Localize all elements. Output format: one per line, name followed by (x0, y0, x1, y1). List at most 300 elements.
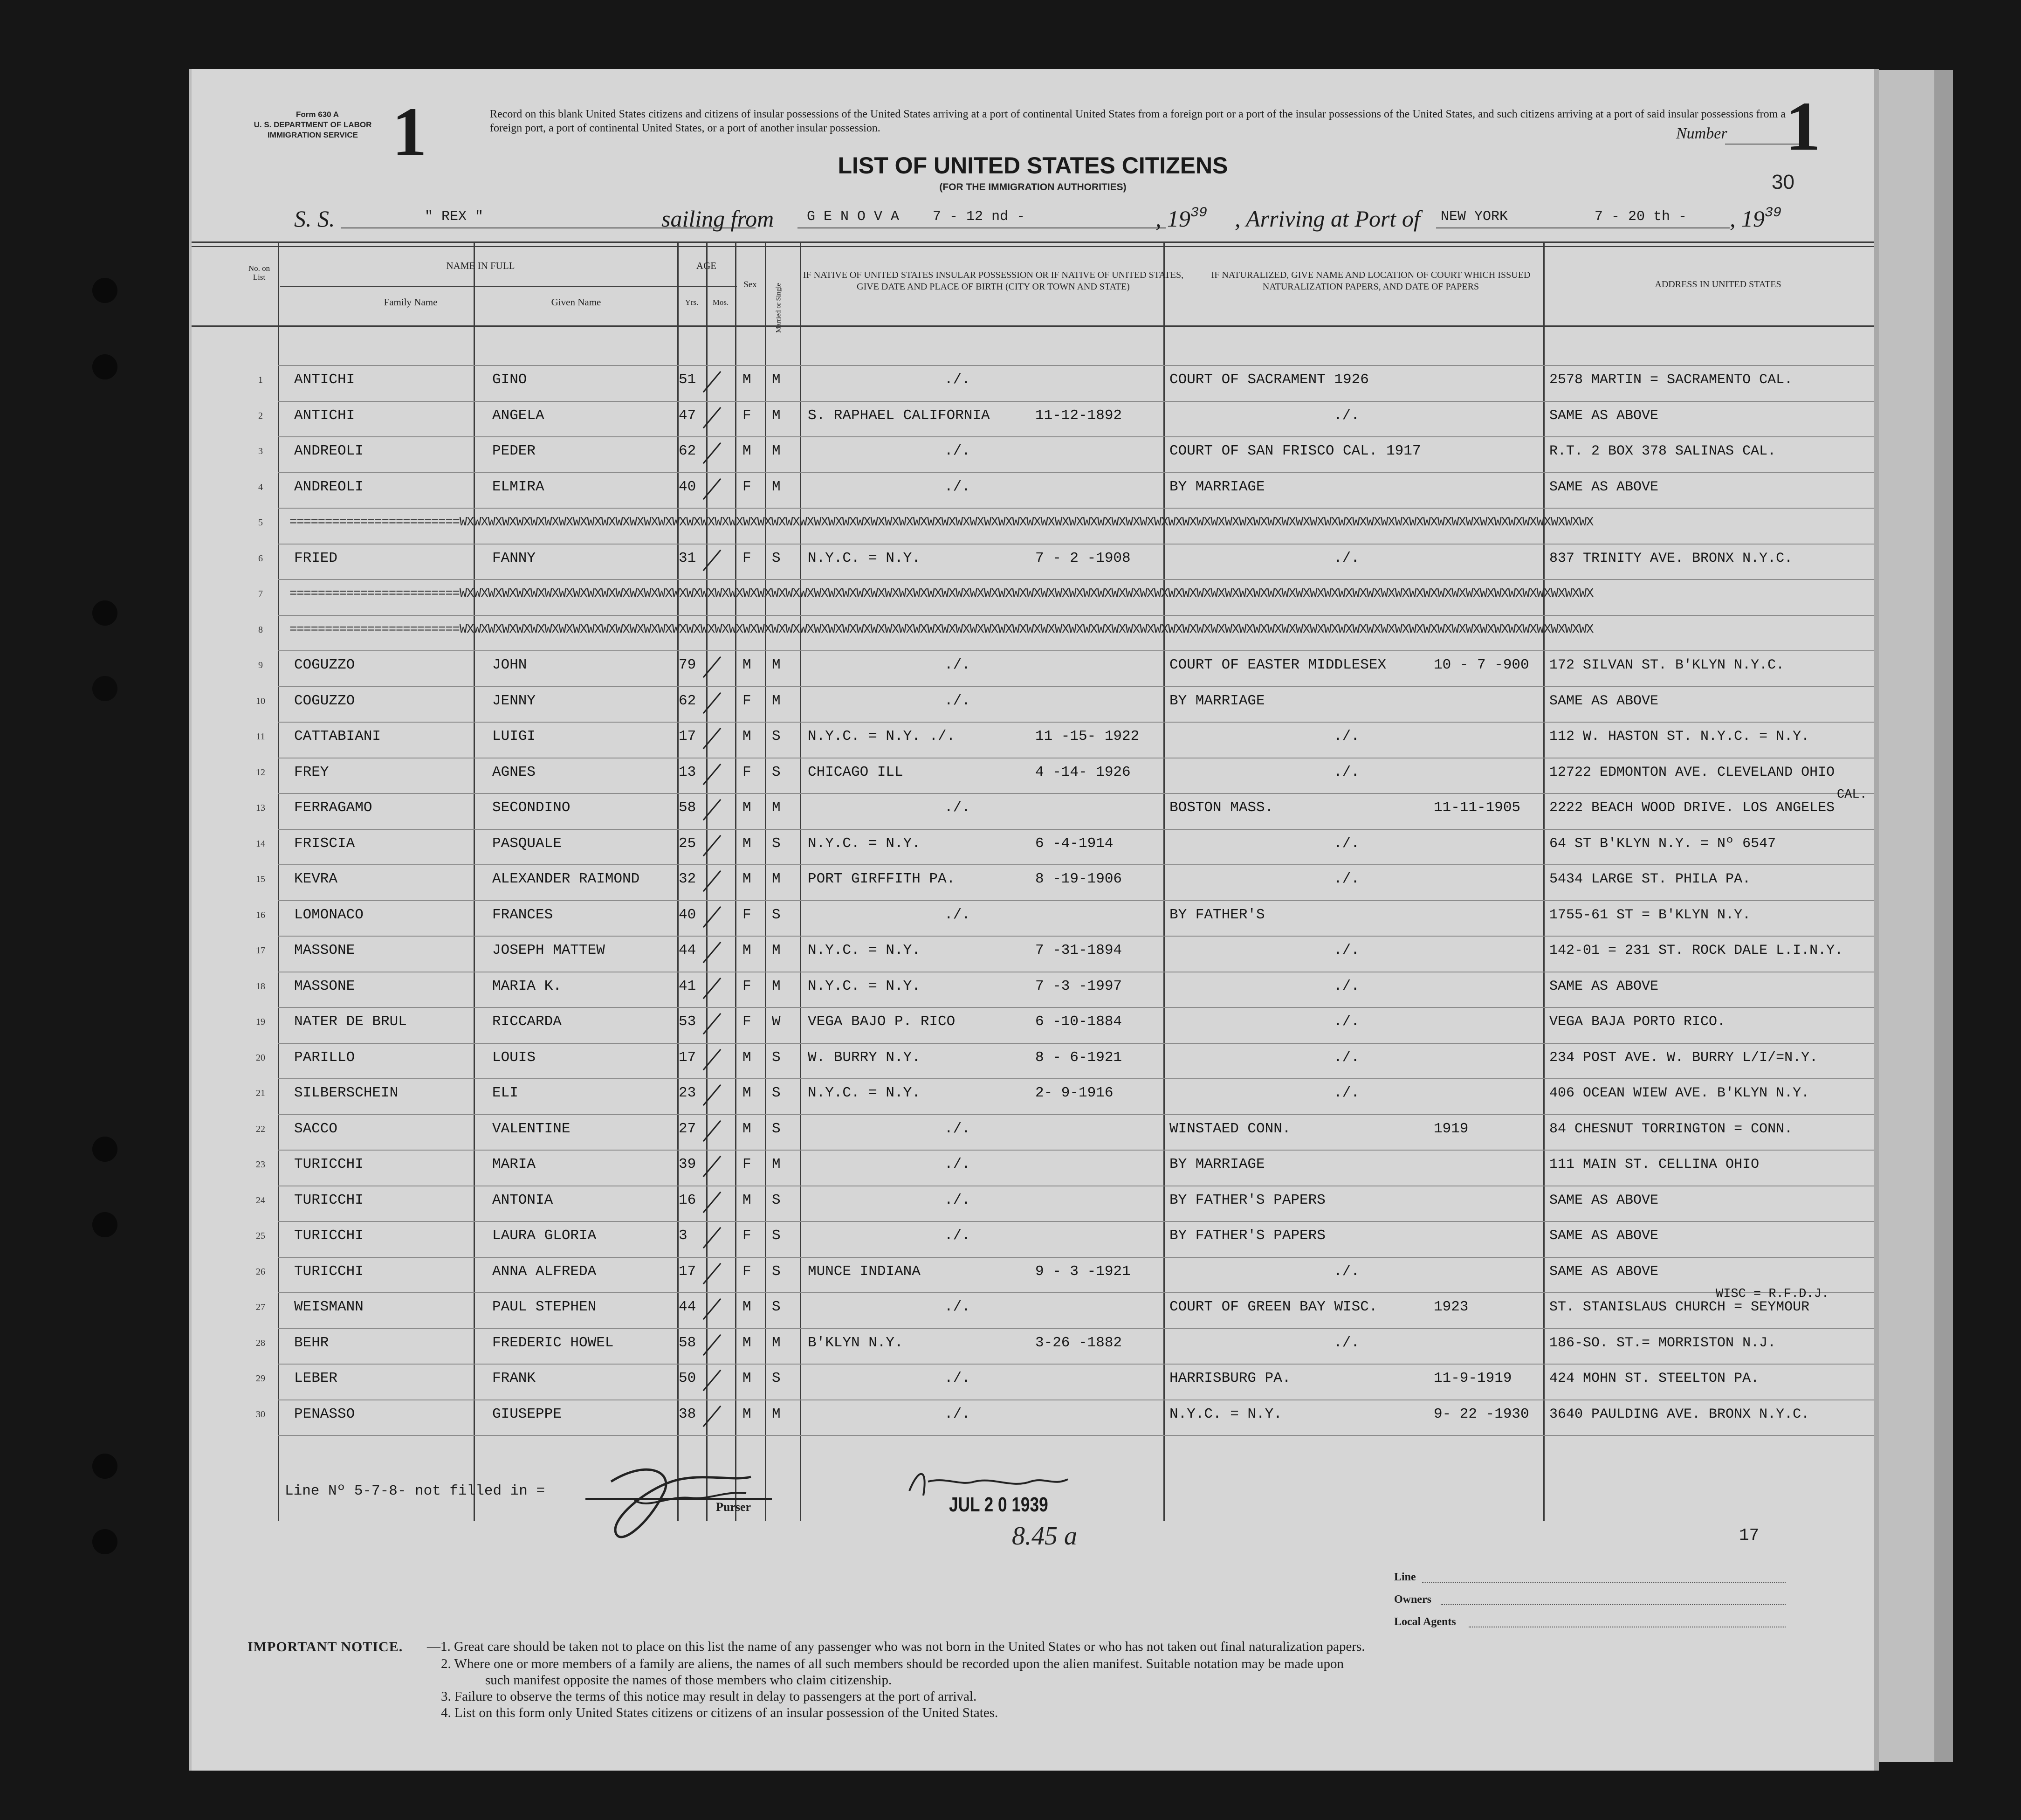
us-address: 112 W. HASTON ST. N.Y.C. = N.Y. (1549, 729, 1810, 745)
birth-place: W. BURRY N.Y. (808, 1049, 921, 1066)
sex: M (742, 800, 751, 816)
us-address: SAME AS ABOVE (1549, 693, 1659, 709)
given-name: PEDER (492, 443, 536, 459)
table-top-rule-2 (192, 246, 1874, 247)
age-months-slash (703, 1156, 722, 1177)
age-years: 51 (679, 372, 696, 388)
family-name: SILBERSCHEIN (294, 1085, 399, 1101)
column-rule (765, 241, 766, 1521)
us-address: ST. STANISLAUS CHURCH = SEYMOUR (1549, 1299, 1810, 1315)
marital-status: S (772, 1120, 781, 1137)
sex: F (742, 1263, 751, 1280)
naturalization-court: BY MARRIAGE (1169, 1156, 1265, 1172)
sheet-number: 1 (392, 93, 427, 171)
given-name: JOSEPH MATTEW (492, 942, 605, 958)
row-number: 29 (256, 1373, 265, 1384)
row-rule (278, 1292, 1874, 1293)
sex: M (742, 443, 751, 459)
family-name: TURICCHI (294, 1227, 364, 1244)
given-name: PASQUALE (492, 835, 562, 852)
birth-place: ./. (944, 478, 970, 495)
number-label: Number (1676, 125, 1727, 142)
passenger-count: 17 (1739, 1526, 1760, 1545)
age-months-slash (703, 834, 722, 856)
marital-status: S (772, 764, 781, 780)
age-months-slash (703, 1120, 722, 1141)
marital-status: S (772, 1049, 781, 1066)
sex: M (742, 1192, 751, 1208)
row-number: 26 (256, 1266, 265, 1277)
sex: F (742, 906, 751, 923)
row-rule (278, 936, 1874, 937)
row-rule (278, 650, 1874, 651)
birth-date: 7 - 2 -1908 (1035, 550, 1131, 566)
us-address: 186-SO. ST.= MORRISTON N.J. (1549, 1335, 1776, 1351)
family-name: FERRAGAMO (294, 800, 372, 816)
sex: F (742, 407, 751, 424)
naturalization-date: 9- 22 -1930 (1434, 1406, 1529, 1422)
age-months-slash (703, 870, 722, 892)
age-months-slash (703, 1048, 722, 1070)
cancelled-line-filler: ========================WXWXWXWXWXWXWXWXWXWXWXWXWXWXWXWXWXWXWXWXWXWXWXWXWXWXWXWXWXWXWXWXWXWXWXWXWXWXWXWXWXWXWXWXWXWXWXWXWXWXWXWXWXWXWXWXWXWXWXWXWXWXWXWXWXWXWXWXWXWXWXWXWXWXWXWXWXWXWXWX (289, 622, 1594, 637)
birth-date: 11 -15- 1922 (1035, 728, 1140, 745)
col-years: Yrs. (685, 298, 699, 307)
notice-3: 3. Failure to observe the terms of this notice may result in delay to passengers at the port of arrival. (441, 1689, 977, 1704)
sex: M (742, 1406, 751, 1422)
row-number: 27 (256, 1302, 265, 1312)
owners-label: Owners (1394, 1593, 1431, 1606)
family-name: BEHR (294, 1334, 329, 1351)
family-name: COGUZZO (294, 657, 355, 673)
age-years: 79 (679, 657, 696, 673)
family-name: PARILLO (294, 1049, 355, 1066)
col-birth: IF NATIVE OF UNITED STATES INSULAR POSSESSION OR IF NATIVE OF UNITED STATES, GIVE DATE AND PLACE OF BIRTH (CITY OR TOWN AND STATE) (803, 270, 1184, 292)
given-name: LUIGI (492, 728, 536, 745)
us-address: 234 POST AVE. W. BURRY L/I/=N.Y. (1549, 1049, 1818, 1066)
address-note: WISC = R.F.D.J. (1716, 1287, 1829, 1301)
service-label: IMMIGRATION SERVICE (268, 131, 358, 139)
given-name: PAUL STEPHEN (492, 1299, 597, 1315)
given-name: FREDERIC HOWEL (492, 1334, 614, 1351)
binder-hole (92, 1454, 117, 1479)
family-name: MASSONE (294, 942, 355, 958)
sailing-label: sailing from (661, 206, 774, 232)
us-address: VEGA BAJA PORTO RICO. (1549, 1014, 1726, 1030)
form-number: Form 630 A (296, 110, 339, 119)
birth-place: ./. (944, 1227, 970, 1244)
given-name: ANGELA (492, 407, 544, 424)
birth-place: ./. (944, 1120, 970, 1137)
birth-place: N.Y.C. = N.Y. ./. (808, 728, 956, 745)
sex: M (742, 871, 751, 887)
age-months-slash (703, 977, 722, 999)
naturalization-date: 1923 (1434, 1299, 1469, 1315)
age-months-slash (703, 692, 722, 713)
age-years: 53 (679, 1013, 696, 1030)
naturalization-court: COURT OF EASTER MIDDLESEX (1169, 657, 1387, 673)
sex: F (742, 478, 751, 495)
age-years: 17 (679, 728, 696, 745)
row-number: 19 (256, 1017, 265, 1027)
family-name: TURICCHI (294, 1156, 364, 1172)
age-years: 58 (679, 1334, 696, 1351)
birth-date: 9 - 3 -1921 (1035, 1263, 1131, 1280)
birth-date: 2- 9-1916 (1035, 1085, 1114, 1101)
age-months-slash (703, 1084, 722, 1106)
marital-status: S (772, 1263, 781, 1280)
row-rule (278, 508, 1874, 509)
notice-4: 4. List on this form only United States citizens or citizens of an insular possession of the United States. (441, 1705, 998, 1720)
row-number: 13 (256, 803, 265, 813)
naturalization-court: ./. (1334, 1013, 1360, 1030)
family-name: PENASSO (294, 1406, 355, 1422)
family-name: ANDREOLI (294, 478, 364, 495)
naturalization-court: ./. (1334, 1263, 1360, 1280)
sex: F (742, 764, 751, 780)
birth-place: N.Y.C. = N.Y. (808, 835, 921, 852)
row-number: 15 (256, 874, 265, 884)
row-rule (278, 793, 1874, 794)
marital-status: S (772, 1192, 781, 1208)
row-number: 8 (258, 624, 263, 635)
us-address: 1755-61 ST = B'KLYN N.Y. (1549, 907, 1751, 923)
sex: M (742, 657, 751, 673)
marital-status: M (772, 978, 781, 994)
row-rule (278, 1435, 1874, 1436)
naturalization-court: BY MARRIAGE (1169, 692, 1265, 709)
us-address: R.T. 2 BOX 378 SALINAS CAL. (1549, 443, 1776, 459)
arrival-date: 7 - 20 th - (1595, 209, 1687, 225)
age-months-slash (703, 1334, 722, 1355)
given-name: FRANCES (492, 906, 553, 923)
row-rule (278, 1114, 1874, 1115)
birth-place: PORT GIRFFITH PA. (808, 871, 956, 887)
col-age: AGE (696, 260, 717, 271)
sex: F (742, 1013, 751, 1030)
row-rule (278, 544, 1874, 545)
given-name: JENNY (492, 692, 536, 709)
age-years: 50 (679, 1370, 696, 1386)
marital-status: M (772, 1156, 781, 1172)
naturalization-court: ./. (1334, 550, 1360, 566)
birth-place: ./. (944, 443, 970, 459)
age-years: 58 (679, 800, 696, 816)
row-rule (278, 1150, 1874, 1151)
row-number: 12 (256, 767, 265, 778)
age-months-slash (703, 407, 722, 428)
given-name: ELI (492, 1085, 518, 1101)
given-name: MARIA K. (492, 978, 562, 994)
departure-year: 39 (1190, 205, 1208, 221)
sex: M (742, 1049, 751, 1066)
us-address: 2578 MARTIN = SACRAMENTO CAL. (1549, 372, 1793, 388)
column-rule (278, 241, 279, 1521)
birth-place: B'KLYN N.Y. (808, 1334, 903, 1351)
row-number: 22 (256, 1124, 265, 1134)
arriving-label: , Arriving at Port of (1235, 206, 1420, 232)
naturalization-date: 11-11-1905 (1434, 800, 1521, 816)
us-address: SAME AS ABOVE (1549, 1263, 1659, 1280)
naturalization-court: BY MARRIAGE (1169, 478, 1265, 495)
family-name: SACCO (294, 1120, 338, 1137)
age-years: 31 (679, 550, 696, 566)
row-number: 25 (256, 1231, 265, 1241)
column-rule (735, 241, 736, 1521)
age-years: 16 (679, 1192, 696, 1208)
row-number: 17 (256, 945, 265, 956)
arrival-year-prefix: , 19 (1730, 206, 1765, 232)
column-rule (706, 241, 708, 1521)
age-years: 27 (679, 1120, 696, 1137)
sex: M (742, 942, 751, 958)
naturalization-court: WINSTAED CONN. (1169, 1120, 1291, 1137)
col-family-name: Family Name (384, 296, 438, 308)
row-number: 21 (256, 1088, 265, 1098)
given-name: GIUSEPPE (492, 1406, 562, 1422)
naturalization-court: ./. (1334, 1334, 1360, 1351)
given-name: GINO (492, 372, 527, 388)
marital-status: S (772, 906, 781, 923)
given-name: MARIA (492, 1156, 536, 1172)
given-name: FANNY (492, 550, 536, 566)
us-address: SAME AS ABOVE (1549, 1192, 1659, 1208)
birth-date: 3-26 -1882 (1035, 1334, 1122, 1351)
family-name: MASSONE (294, 978, 355, 994)
column-rule (474, 241, 475, 1521)
naturalization-court: COURT OF SACRAMENT 1926 (1169, 372, 1369, 388)
col-naturalized: IF NATURALIZED, GIVE NAME AND LOCATION OF COURT WHICH ISSUED NATURALIZATION PAPERS, AND DATE OF PAPERS (1211, 270, 1531, 292)
birth-place: ./. (944, 1156, 970, 1172)
binder-hole (92, 600, 117, 626)
col-address: ADDRESS IN UNITED STATES (1655, 279, 1781, 290)
row-rule (278, 401, 1874, 402)
sex: F (742, 978, 751, 994)
birth-place: ./. (944, 657, 970, 673)
row-number: 30 (256, 1409, 265, 1420)
document-subtitle: (FOR THE IMMIGRATION AUTHORITIES) (939, 182, 1127, 193)
departure-port: G E N O V A 7 - 12 nd - (807, 209, 1025, 225)
naturalization-court: BOSTON MASS. (1169, 800, 1274, 816)
us-address: 406 OCEAN WIEW AVE. B'KLYN N.Y. (1549, 1085, 1810, 1101)
marital-status: M (772, 800, 781, 816)
age-years: 32 (679, 871, 696, 887)
given-name: JOHN (492, 657, 527, 673)
row-number: 1 (258, 375, 263, 385)
marital-status: M (772, 942, 781, 958)
sex: M (742, 728, 751, 745)
age-months-slash (703, 799, 722, 820)
row-rule (278, 1078, 1874, 1079)
col-months: Mos. (712, 298, 729, 307)
cancelled-line-filler: ========================WXWXWXWXWXWXWXWXWXWXWXWXWXWXWXWXWXWXWXWXWXWXWXWXWXWXWXWXWXWXWXWXWXWXWXWXWXWXWXWXWXWXWXWXWXWXWXWXWXWXWXWXWXWXWXWXWXWXWXWXWXWXWXWXWXWXWXWXWXWXWXWXWXWXWXWXWXWXWXWX (289, 516, 1594, 530)
naturalization-court: ./. (1334, 764, 1360, 780)
row-number: 6 (258, 553, 263, 564)
age-years: 23 (679, 1085, 696, 1101)
us-address: 64 ST B'KLYN N.Y. = Nº 6547 (1549, 835, 1776, 852)
number-value: 1 (1786, 88, 1821, 165)
age-years: 13 (679, 764, 696, 780)
given-name: FRANK (492, 1370, 536, 1386)
naturalization-court: ./. (1334, 407, 1360, 424)
birth-date: 7 -31-1894 (1035, 942, 1122, 958)
row-number: 10 (256, 696, 265, 706)
row-number: 23 (256, 1159, 265, 1170)
birth-place: CHICAGO ILL (808, 764, 903, 780)
row-number: 14 (256, 838, 265, 849)
us-address: 111 MAIN ST. CELLINA OHIO (1549, 1157, 1760, 1172)
birth-place: N.Y.C. = N.Y. (808, 1085, 921, 1101)
us-address: SAME AS ABOVE (1549, 978, 1659, 994)
age-years: 40 (679, 478, 696, 495)
sex: M (742, 1085, 751, 1101)
age-years: 47 (679, 407, 696, 424)
sex: F (742, 1227, 751, 1244)
birth-date: 4 -14- 1926 (1035, 764, 1131, 780)
intro-text: Record on this blank United States citizens and citizens of insular possessions of the United States arriving at a port of continental United States from a foreign port or a port of the insular possessions of the United States, and such citizens arriving at a port of said insular possessions from a foreign port, a port of continental United States, or a port of another insular possession. (490, 108, 1786, 134)
age-years: 40 (679, 906, 696, 923)
row-rule (278, 1221, 1874, 1222)
row-rule (278, 686, 1874, 687)
family-name: WEISMANN (294, 1299, 364, 1315)
age-months-slash (703, 906, 722, 927)
naturalization-court: ./. (1334, 1049, 1360, 1066)
naturalization-court: COURT OF GREEN BAY WISC. (1169, 1299, 1378, 1315)
header-bottom-rule (192, 325, 1874, 327)
sex: F (742, 1156, 751, 1172)
age-months-slash (703, 442, 722, 464)
age-years: 17 (679, 1263, 696, 1280)
sex: M (742, 372, 751, 388)
row-number: 20 (256, 1052, 265, 1063)
age-months-slash (703, 1370, 722, 1391)
family-name: ANDREOLI (294, 443, 364, 459)
address-note: CAL. (1837, 788, 1867, 802)
marital-status: M (772, 1406, 781, 1422)
age-years: 25 (679, 835, 696, 852)
row-number: 11 (256, 731, 265, 742)
birth-place: S. RAPHAEL CALIFORNIA (808, 407, 990, 424)
family-name: CATTABIANI (294, 728, 381, 745)
sex: F (742, 550, 751, 566)
row-rule (278, 722, 1874, 723)
marital-status: W (772, 1013, 781, 1030)
row-rule (278, 615, 1874, 616)
birth-date: 8 -19-1906 (1035, 871, 1122, 887)
age-months-slash (703, 1191, 722, 1213)
given-name: SECONDINO (492, 800, 571, 816)
us-address: 424 MOHN ST. STEELTON PA. (1549, 1371, 1760, 1386)
sex: M (742, 1334, 751, 1351)
age-years: 62 (679, 692, 696, 709)
us-address: 5434 LARGE ST. PHILA PA. (1549, 871, 1751, 887)
row-rule (278, 864, 1874, 865)
line-label: Line (1394, 1571, 1416, 1583)
row-number: 3 (258, 446, 263, 456)
given-name: RICCARDA (492, 1013, 562, 1030)
birth-place: ./. (944, 692, 970, 709)
naturalization-date: 11-9-1919 (1434, 1370, 1512, 1386)
family-name: KEVRA (294, 871, 338, 887)
naturalization-date: 10 - 7 -900 (1434, 657, 1529, 673)
us-address: 12722 EDMONTON AVE. CLEVELAND OHIO (1549, 764, 1835, 780)
document-title: LIST OF UNITED STATES CITIZENS (838, 152, 1228, 179)
arrival-year: 39 (1765, 205, 1782, 221)
age-years: 62 (679, 443, 696, 459)
naturalization-court: HARRISBURG PA. (1169, 1370, 1291, 1386)
manifest-sheet (189, 69, 1874, 1771)
sex: M (742, 835, 751, 852)
given-name: ANTONIA (492, 1192, 553, 1208)
birth-place: ./. (944, 1406, 970, 1422)
naturalization-court: ./. (1334, 835, 1360, 852)
marital-status: S (772, 1299, 781, 1315)
notice-heading: IMPORTANT NOTICE. (247, 1639, 403, 1655)
row-number: 28 (256, 1337, 265, 1348)
arrival-port: NEW YORK (1441, 209, 1508, 225)
line-field (1422, 1582, 1786, 1583)
birth-place: N.Y.C. = N.Y. (808, 978, 921, 994)
column-rule (1163, 241, 1165, 1521)
age-months-slash (703, 1405, 722, 1427)
row-number: 7 (258, 589, 263, 599)
marital-status: S (772, 728, 781, 745)
naturalization-court: ./. (1334, 978, 1360, 994)
purser-label: Purser (716, 1500, 751, 1514)
marital-status: M (772, 692, 781, 709)
row-number: 4 (258, 482, 263, 492)
sex: M (742, 1120, 751, 1137)
marital-status: M (772, 657, 781, 673)
us-address: 142-01 = 231 ST. ROCK DALE L.I.N.Y. (1549, 943, 1843, 958)
column-rule (1543, 241, 1545, 1521)
us-address: 84 CHESNUT TORRINGTON = CONN. (1549, 1121, 1793, 1137)
family-name: LOMONACO (294, 906, 364, 923)
family-name: FRISCIA (294, 835, 355, 852)
page-reference: 30 (1772, 171, 1794, 193)
naturalization-court: ./. (1334, 871, 1360, 887)
row-number: 18 (256, 981, 265, 992)
age-years: 44 (679, 1299, 696, 1315)
birth-place: ./. (944, 1299, 970, 1315)
col-name-in-full: NAME IN FULL (446, 260, 515, 271)
naturalization-court: COURT OF SAN FRISCO CAL. 1917 (1169, 443, 1421, 459)
owners-field (1441, 1604, 1786, 1605)
marital-status: M (772, 407, 781, 424)
row-number: 24 (256, 1195, 265, 1206)
birth-date: 6 -4-1914 (1035, 835, 1114, 852)
row-rule (278, 1328, 1874, 1329)
marital-status: S (772, 1370, 781, 1386)
naturalization-court: ./. (1334, 942, 1360, 958)
family-name: FREY (294, 764, 329, 780)
naturalization-court: BY FATHER'S PAPERS (1169, 1192, 1326, 1208)
sex: M (742, 1370, 751, 1386)
row-rule (278, 1007, 1874, 1008)
sex: F (742, 692, 751, 709)
family-name: FRIED (294, 550, 338, 566)
family-name: TURICCHI (294, 1263, 364, 1280)
age-months-slash (703, 1262, 722, 1284)
age-years: 44 (679, 942, 696, 958)
birth-date: 8 - 6-1921 (1035, 1049, 1122, 1066)
row-number: 9 (258, 660, 263, 670)
row-number: 2 (258, 410, 263, 421)
family-name: TURICCHI (294, 1192, 364, 1208)
us-address: 2222 BEACH WOOD DRIVE. LOS ANGELES (1549, 800, 1835, 816)
table-top-rule (192, 241, 1874, 243)
given-name: VALENTINE (492, 1120, 571, 1137)
marital-status: M (772, 871, 781, 887)
